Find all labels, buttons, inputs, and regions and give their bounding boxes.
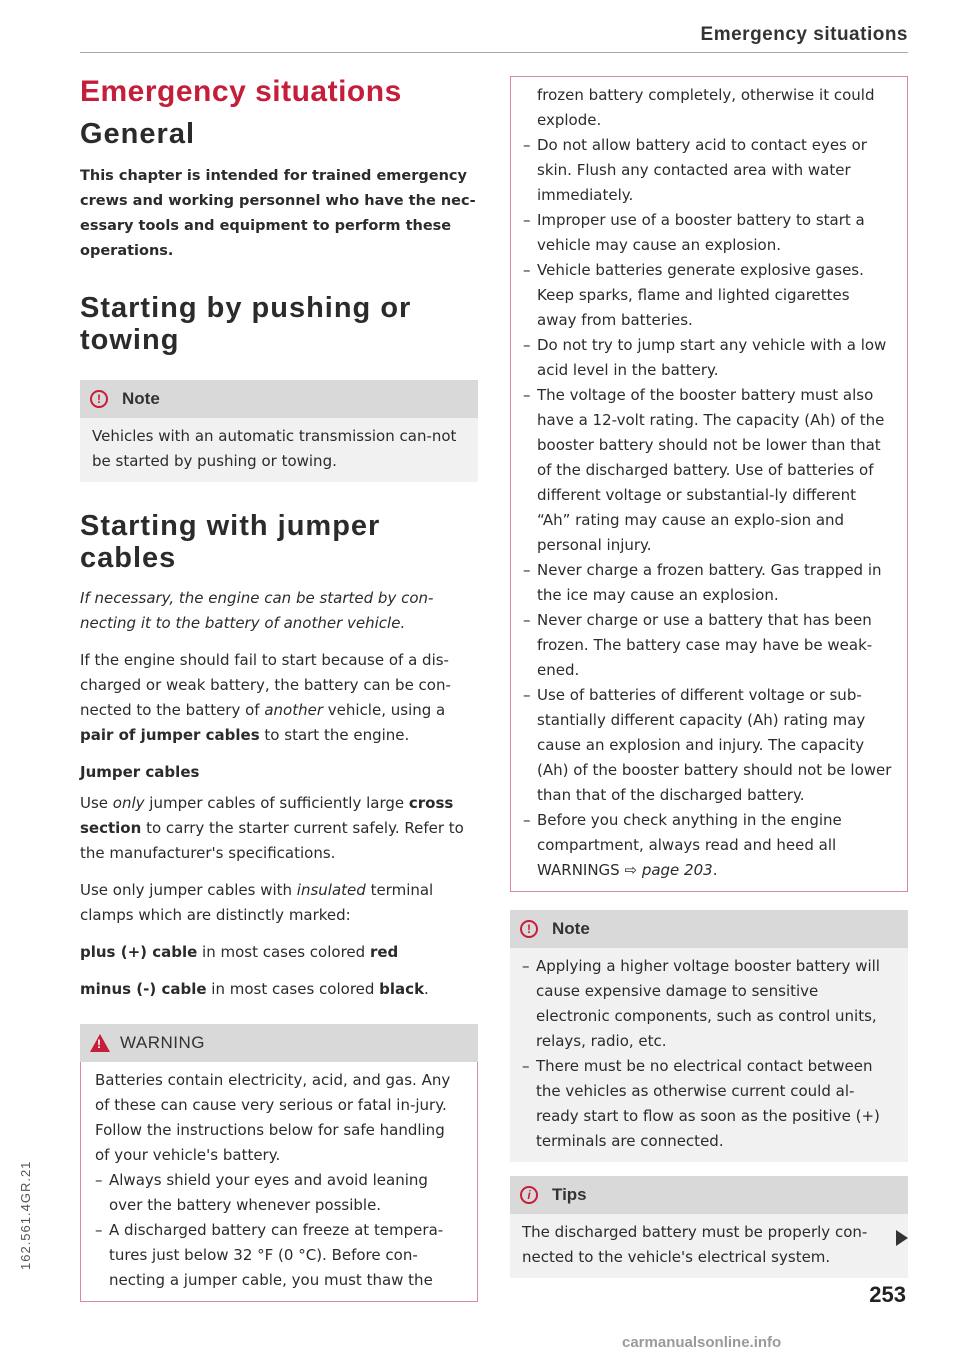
page-number: 253 bbox=[869, 1282, 906, 1307]
warning-list bbox=[95, 1168, 463, 1293]
jumper-paragraph-3 bbox=[80, 878, 478, 928]
note-header bbox=[510, 910, 908, 948]
warning-label: WARNING bbox=[120, 1033, 206, 1052]
warning-item: – Never charge or use a battery that has been frozen. The battery case may have be weak-ened. bbox=[523, 608, 893, 683]
warning-item: – Never charge a frozen battery. Gas trapped in the ice may cause an explosion. bbox=[523, 558, 893, 608]
right-column bbox=[510, 76, 908, 1278]
text-run: Before you check anything in the engine compartment, always read and heed all WARNINGS bbox=[537, 811, 842, 879]
warning-item: – Vehicle batteries generate explosive gases. Keep sparks, flame and lighted cigarettes away from batteries. bbox=[523, 258, 893, 333]
emphasis-another: another bbox=[264, 701, 324, 719]
warning-list-continued bbox=[523, 133, 893, 883]
jumper-paragraph-1 bbox=[80, 648, 478, 748]
warning-box bbox=[80, 1024, 478, 1302]
bold-pair-of-jumper-cables: pair of jumper cables bbox=[80, 726, 260, 744]
warning-item: – Always shield your eyes and avoid leaning over the battery whenever possible. bbox=[95, 1168, 463, 1218]
color-red: red bbox=[369, 943, 399, 961]
note-info-icon: ! bbox=[520, 920, 538, 938]
warning-triangle-icon bbox=[90, 1034, 110, 1052]
header-divider bbox=[80, 52, 908, 53]
tips-label: Tips bbox=[552, 1185, 587, 1204]
warning-continued bbox=[510, 76, 908, 892]
note-item: – Applying a higher voltage booster battery will cause expensive damage to sensitive electronic components, such as control units, relays, radio, etc. bbox=[522, 954, 896, 1054]
text-run: to carry the starter current safely. Refer to the manufacturer's specifications. bbox=[80, 819, 464, 862]
warning-body bbox=[80, 1062, 478, 1302]
jumper-paragraph-2 bbox=[80, 791, 478, 866]
running-header: Emergency situations bbox=[700, 24, 908, 45]
warning-item-last bbox=[523, 808, 893, 883]
emphasis-only: only bbox=[112, 794, 145, 812]
warning-intro: Batteries contain electricity, acid, and gas. Any of these can cause very serious or fatal in-jury. Follow the instructions below for safe handling of your vehicle's battery. bbox=[95, 1071, 451, 1164]
note-header bbox=[80, 380, 478, 418]
section-title-pushing: Starting by pushing or towing bbox=[80, 292, 412, 356]
text-run: Use bbox=[80, 794, 113, 812]
warning-item: – Do not allow battery acid to contact eyes or skin. Flush any contacted area with water immediately. bbox=[523, 133, 893, 208]
warning-header bbox=[80, 1024, 478, 1062]
text-run: terminal clamps which are distinctly marked: bbox=[80, 881, 434, 924]
left-column bbox=[80, 74, 478, 1302]
warning-item: – Do not try to jump start any vehicle with a low acid level in the battery. bbox=[523, 333, 893, 383]
note-text: Vehicles with an automatic transmission can-not be started by pushing or towing. bbox=[92, 427, 457, 470]
plus-cable-label: plus (+) cable bbox=[80, 943, 198, 961]
note-info-icon: ! bbox=[90, 390, 108, 408]
watermark: carmanualsonline.info bbox=[622, 1334, 782, 1351]
text-run: jumper cables of sufficiently large bbox=[144, 794, 409, 812]
jumper-cables-heading: Jumper cables bbox=[80, 763, 200, 781]
note-box bbox=[80, 380, 478, 482]
warning-item: – Improper use of a booster battery to start a vehicle may cause an explosion. bbox=[523, 208, 893, 258]
note-body bbox=[510, 948, 908, 1162]
chapter-title: Emergency situations bbox=[80, 75, 402, 108]
note-label: Note bbox=[552, 919, 590, 938]
warning-item: – The voltage of the booster battery must also have a 12-volt rating. The capacity (Ah) of the booster battery should not be lower than that of the discharged battery. Use of batteries of different voltage or substantial-ly different “Ah” rating may cause an explo-sion and personal injury. bbox=[523, 383, 893, 558]
text-run: in most cases colored bbox=[206, 980, 380, 998]
tips-header bbox=[510, 1176, 908, 1214]
note-box-2 bbox=[510, 910, 908, 1162]
page-reference-link[interactable]: ⇨ page 203 bbox=[624, 861, 713, 879]
text-run: in most cases colored bbox=[197, 943, 370, 961]
text-run: Use only jumper cables with bbox=[80, 881, 297, 899]
minus-cable-label: minus (-) cable bbox=[80, 980, 207, 998]
warning-item: – A discharged battery can freeze at tempera-tures just below 32 °F (0 °C). Before con-necting a jumper cable, you must thaw the bbox=[95, 1218, 463, 1293]
color-black: black bbox=[379, 980, 425, 998]
intro-paragraph: This chapter is intended for trained emergency crews and working personnel who have the nec-essary tools and equipment to perform these operations. bbox=[80, 168, 476, 259]
note-item: – There must be no electrical contact between the vehicles as otherwise current could al-ready start to flow as soon as the positive (+) terminals are connected. bbox=[522, 1054, 896, 1154]
text-run: vehicle, using a bbox=[323, 701, 446, 719]
warning-item: – Use of batteries of different voltage or sub-stantially different capacity (Ah) rating may cause an explosion and injury. The capacity (Ah) of the booster battery should not be lower than that of the discharged battery. bbox=[523, 683, 893, 808]
minus-cable-line bbox=[80, 977, 478, 1002]
note-label: Note bbox=[122, 389, 160, 408]
text-run: . bbox=[712, 861, 718, 879]
document-code: 162.561.4GR.21 bbox=[18, 1160, 33, 1270]
note-list bbox=[522, 954, 896, 1154]
text-run: to start the engine. bbox=[259, 726, 410, 744]
text-run: . bbox=[424, 980, 429, 998]
tips-text: The discharged battery must be properly con-nected to the vehicle's electrical system. bbox=[522, 1223, 868, 1266]
bold-cross-section: cross section bbox=[80, 794, 454, 837]
warning-cont-text: frozen battery completely, otherwise it could explode. bbox=[537, 86, 875, 129]
plus-cable-line bbox=[80, 940, 478, 965]
emphasis-insulated: insulated bbox=[296, 881, 366, 899]
info-icon: i bbox=[520, 1186, 538, 1204]
tips-box bbox=[510, 1176, 908, 1278]
continue-arrow-icon bbox=[896, 1230, 908, 1246]
section-title-general: General bbox=[80, 118, 195, 150]
jumper-intro: If necessary, the engine can be started by con-necting it to the battery of another vehicle. bbox=[80, 589, 434, 632]
text-run: If the engine should fail to start because of a dis-charged or weak battery, the battery can be con-nected to the battery of bbox=[80, 651, 451, 719]
section-title-jumper: Starting with jumper cables bbox=[80, 510, 381, 574]
